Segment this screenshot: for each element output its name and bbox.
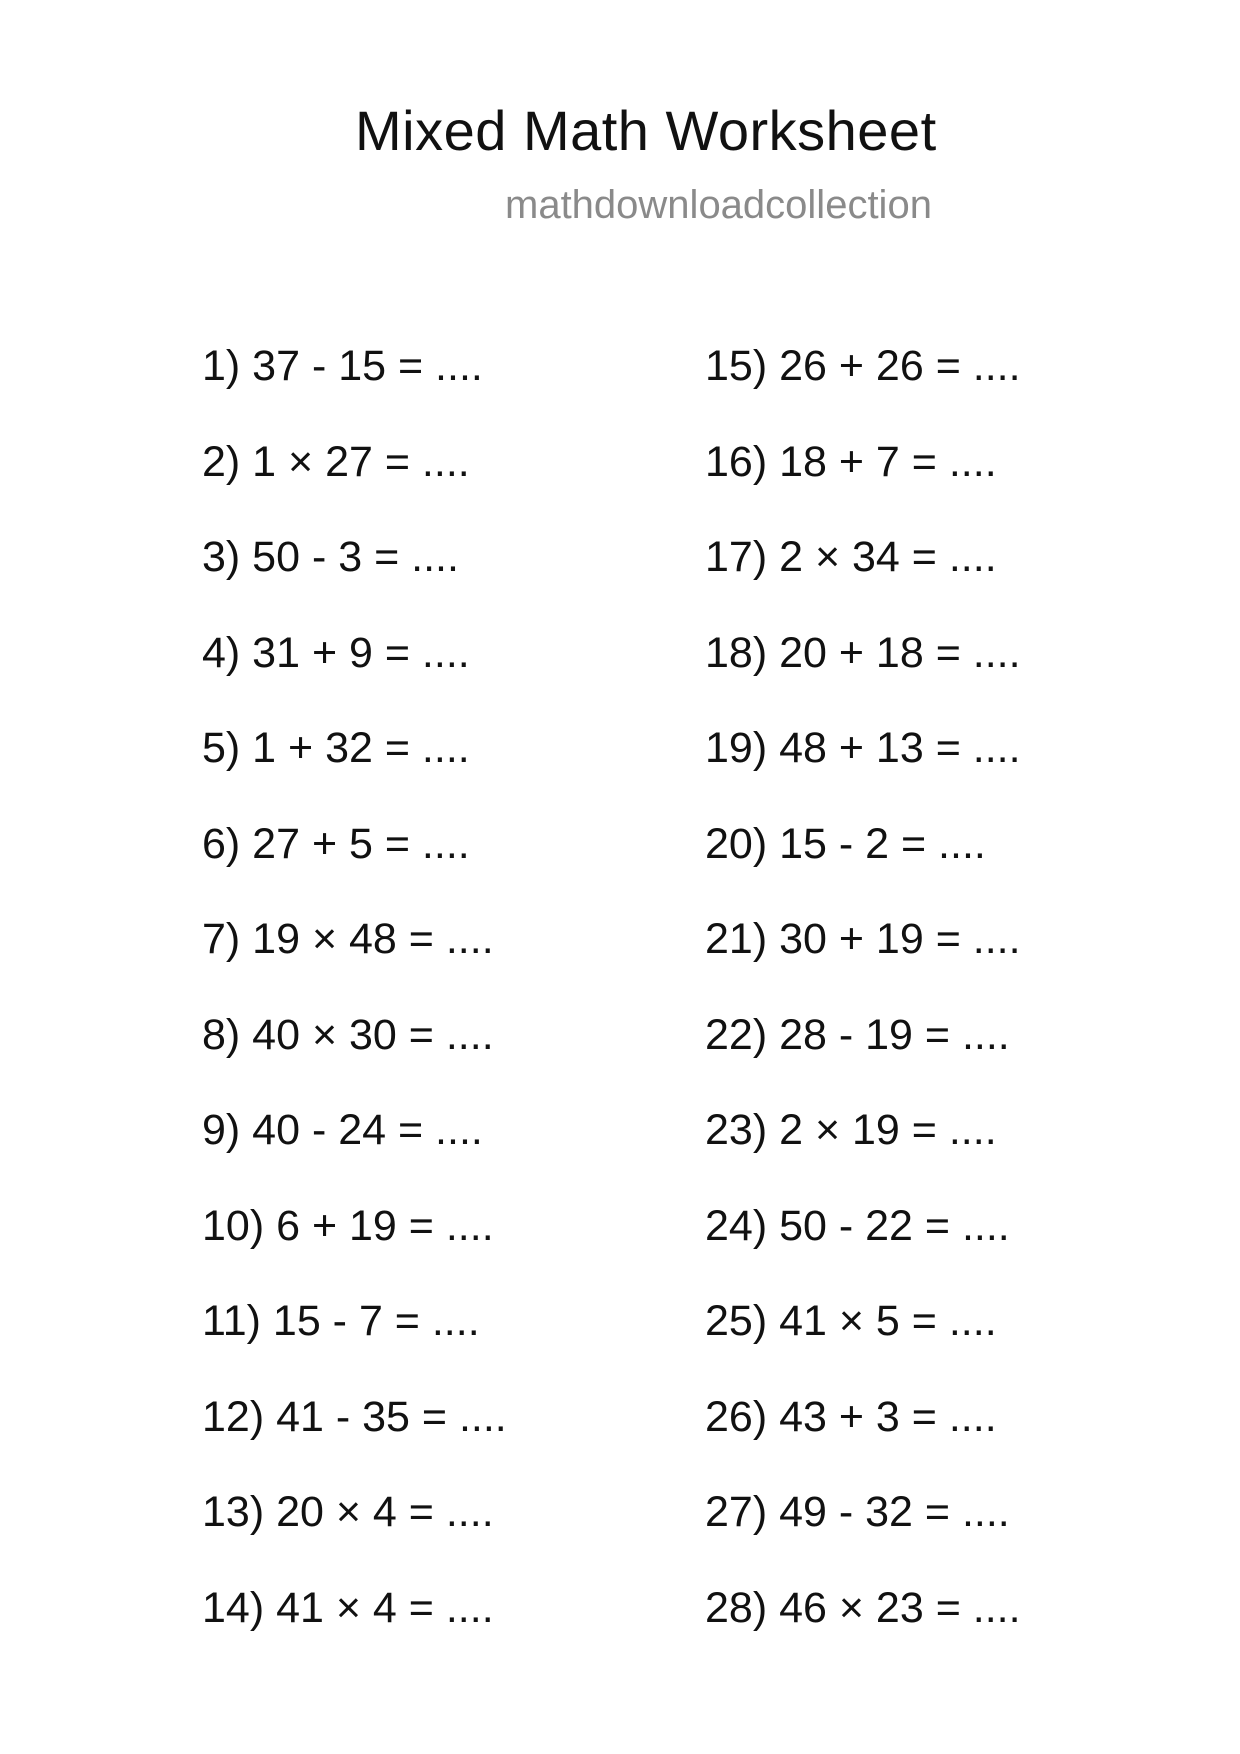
problem-18: 18) 20 + 18 = .... xyxy=(705,628,1021,677)
problem-12: 12) 41 - 35 = .... xyxy=(202,1392,507,1441)
problem-25: 25) 41 × 5 = .... xyxy=(705,1297,997,1345)
problem-27: 27) 49 - 32 = .... xyxy=(705,1488,1010,1536)
problem-6: 6) 27 + 5 = .... xyxy=(202,819,470,868)
problem-11: 11) 15 - 7 = .... xyxy=(202,1297,480,1345)
problem-24: 24) 50 - 22 = .... xyxy=(705,1201,1010,1250)
problem-21: 21) 30 + 19 = .... xyxy=(705,915,1021,963)
problem-15: 15) 26 + 26 = .... xyxy=(705,342,1021,390)
problem-3: 3) 50 - 3 = .... xyxy=(202,533,459,581)
page-subtitle: mathdownloadcollection xyxy=(505,183,932,227)
problem-7: 7) 19 × 48 = .... xyxy=(202,915,494,963)
problem-13: 13) 20 × 4 = .... xyxy=(202,1488,494,1536)
problem-28: 28) 46 × 23 = .... xyxy=(705,1583,1021,1632)
problem-4: 4) 31 + 9 = .... xyxy=(202,628,470,677)
worksheet-header xyxy=(0,0,1240,260)
problem-16: 16) 18 + 7 = .... xyxy=(705,437,997,486)
problem-20: 20) 15 - 2 = .... xyxy=(705,819,986,868)
problem-22: 22) 28 - 19 = .... xyxy=(705,1010,1010,1059)
problem-26: 26) 43 + 3 = .... xyxy=(705,1392,997,1441)
problem-9: 9) 40 - 24 = .... xyxy=(202,1106,483,1154)
problem-23: 23) 2 × 19 = .... xyxy=(705,1106,997,1154)
problem-19: 19) 48 + 13 = .... xyxy=(705,724,1021,772)
problem-column-right xyxy=(705,342,1021,1682)
problem-14: 14) 41 × 4 = .... xyxy=(202,1583,494,1632)
problem-5: 5) 1 + 32 = .... xyxy=(202,724,470,772)
problem-1: 1) 37 - 15 = .... xyxy=(202,342,483,390)
page-title: Mixed Math Worksheet xyxy=(355,99,937,162)
problem-17: 17) 2 × 34 = .... xyxy=(705,533,997,581)
problem-10: 10) 6 + 19 = .... xyxy=(202,1201,494,1250)
problem-2: 2) 1 × 27 = .... xyxy=(202,437,470,486)
problem-8: 8) 40 × 30 = .... xyxy=(202,1010,494,1059)
problem-column-left xyxy=(202,342,507,1682)
